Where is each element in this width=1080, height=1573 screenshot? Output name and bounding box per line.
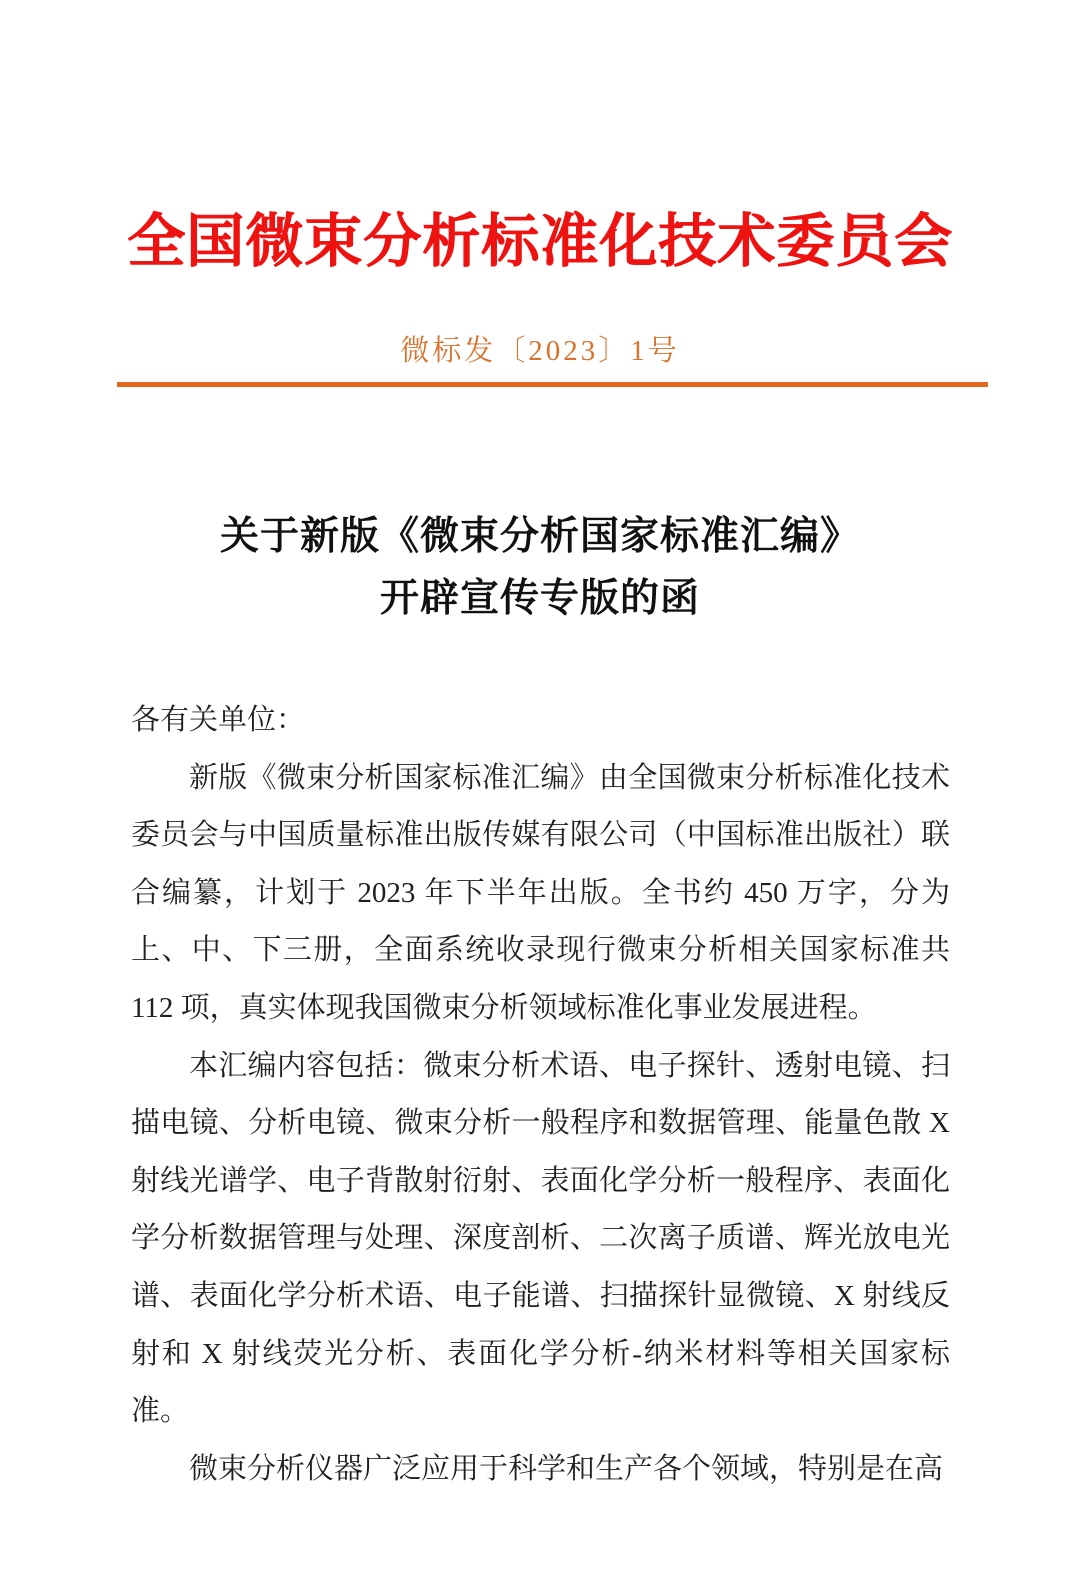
- document-body: [131, 692, 950, 1498]
- salutation: 各有关单位：: [131, 704, 306, 736]
- letterhead-committee-name: 全国微束分析标准化技术委员会: [126, 209, 953, 274]
- subject-title-line-1: 关于新版《微束分析国家标准汇编》: [219, 515, 860, 558]
- document-subject-title: [0, 506, 1080, 630]
- letterhead-divider-rule: [117, 382, 988, 387]
- body-paragraph: 本汇编内容包括：微束分析术语、电子探针、透射电镜、扫描电镜、分析电镜、微束分析一般程序和数据管理、能量色散 X 射线光谱学、电子背散射衍射、表面化学分析一般程序、表面化学分析数据管理与处理、深度剖析、二次离子质谱、辉光放电光谱、表面化学分析术语、电子能谱、扫描探针显微镜、X 射线反射和 X 射线荧光分析、表面化学分析-纳米材料等相关国家标准。: [131, 1049, 950, 1428]
- subject-title-line-2: 开辟宣传专版的函: [379, 577, 700, 620]
- body-paragraph: 新版《微束分析国家标准汇编》由全国微束分析标准化技术委员会与中国质量标准出版传媒有限公司（中国标准出版社）联合编纂，计划于 2023 年下半年出版。全书约 450 万字，分为上、中、下三册，全面系统收录现行微束分析相关国家标准共 112 项，真实体现我国微束分析领域标准化事业发展进程。: [131, 761, 950, 1024]
- document-reference-number: 微标发〔2023〕1号: [400, 335, 680, 367]
- body-paragraph: 微束分析仪器广泛应用于科学和生产各个领域，特别是在高: [189, 1452, 944, 1485]
